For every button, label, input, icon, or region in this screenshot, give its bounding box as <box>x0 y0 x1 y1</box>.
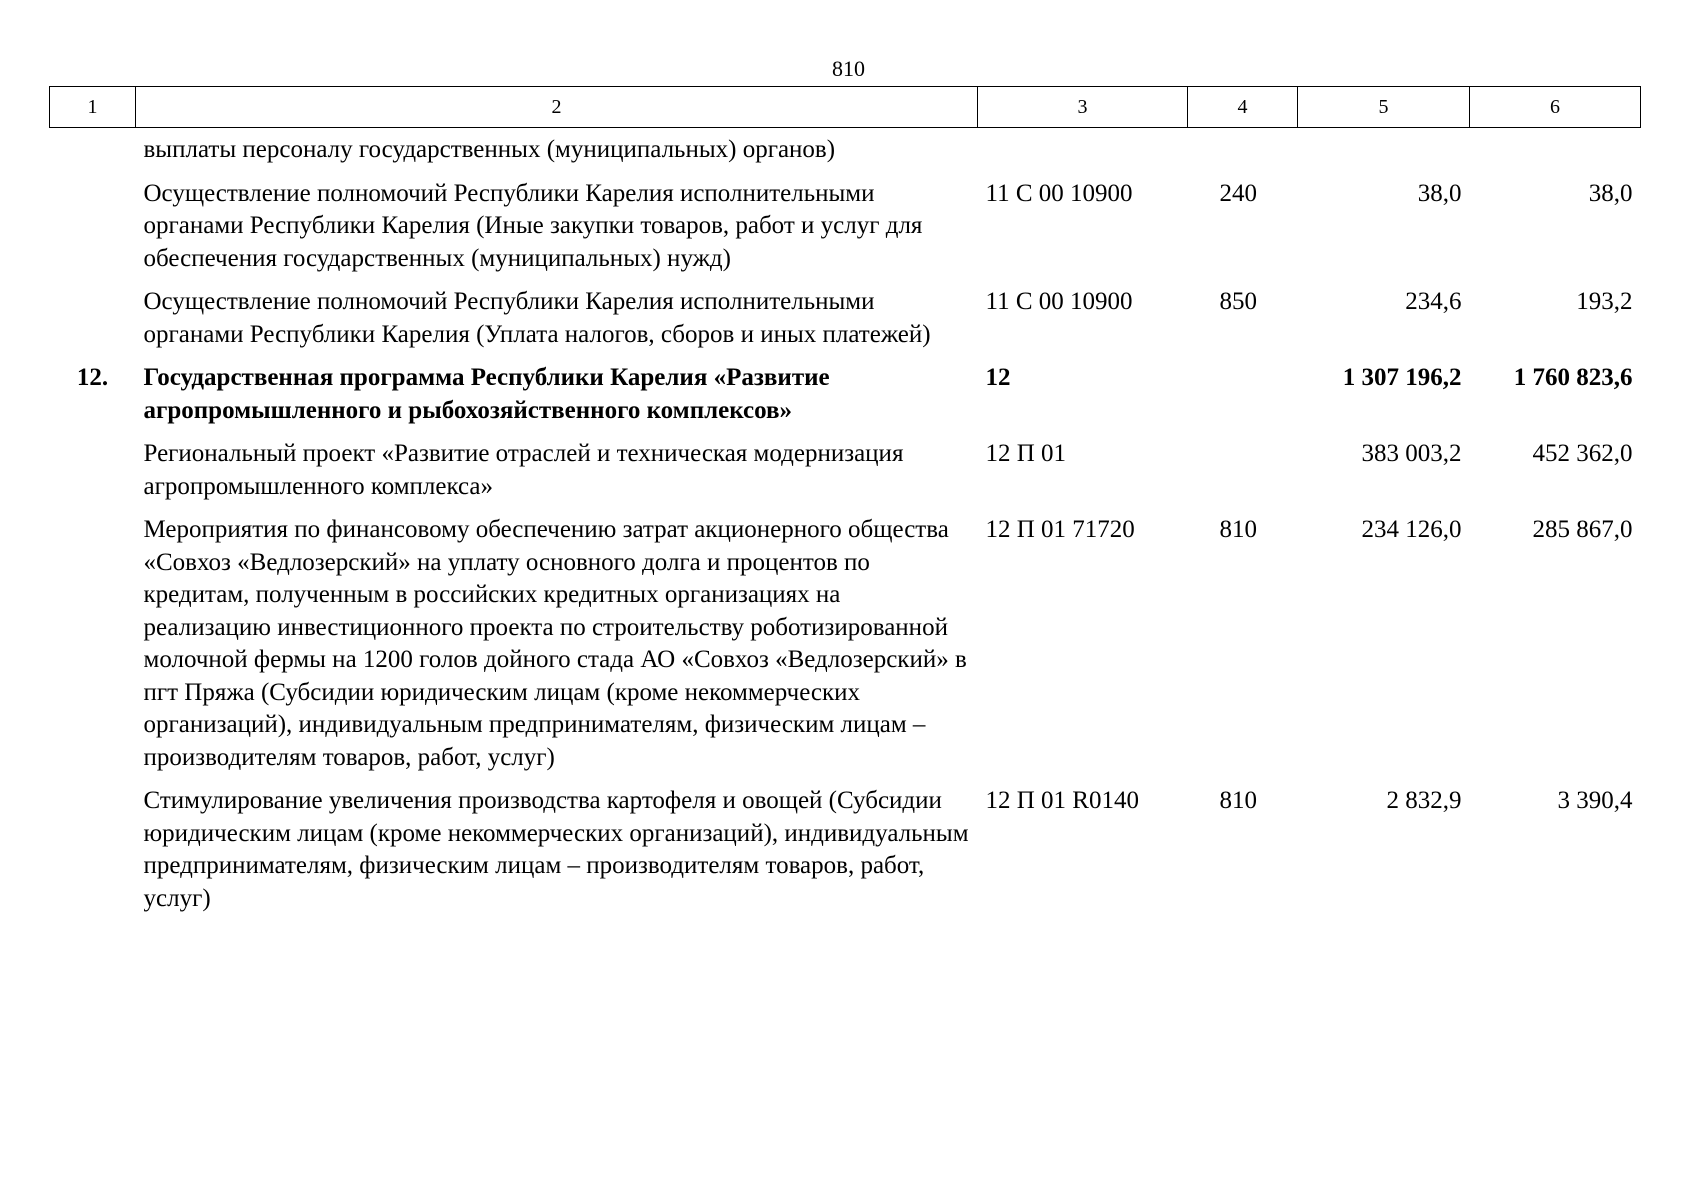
table-row <box>50 503 1641 774</box>
table-body <box>50 128 1641 916</box>
row-amount-2: 285 867,0 <box>1532 516 1633 543</box>
row-amount-2 <box>1470 128 1641 167</box>
table-row <box>50 427 1641 503</box>
row-name: выплаты персоналу государственных (муниципальных) органов) <box>143 136 836 163</box>
table-row <box>50 774 1641 915</box>
column-header-number: 1 <box>50 87 136 128</box>
row-kind: 240 <box>1219 179 1257 207</box>
row-amount-2: 3 390,4 <box>1557 787 1633 814</box>
row-number <box>50 503 136 774</box>
column-header-amount-1: 5 <box>1298 87 1470 128</box>
row-name: Стимулирование увеличения производства картофеля и овощей (Субсидии юридическим лицам (кроме некоммерческих организаций), индивидуальным предпринимателям, физическим лицам – производителям товаров, работ, услуг) <box>143 787 969 912</box>
column-header-name: 2 <box>136 87 978 128</box>
row-name: Осуществление полномочий Республики Карелия исполнительными органами Республики Карелия (Уплата налогов, сборов и иных платежей) <box>143 288 931 348</box>
row-amount-1 <box>1298 128 1470 167</box>
table-row-program <box>50 351 1641 427</box>
column-header-code: 3 <box>978 87 1188 128</box>
row-number <box>50 167 136 276</box>
table-header <box>50 87 1641 128</box>
row-number <box>50 774 136 915</box>
row-number: 12. <box>76 364 109 391</box>
row-kind: 810 <box>1219 516 1257 543</box>
table-row <box>50 128 1641 167</box>
row-amount-1: 2 832,9 <box>1386 787 1462 814</box>
page-number: 810 <box>832 56 865 81</box>
row-number <box>50 427 136 503</box>
row-name: Мероприятия по финансовому обеспечению затрат акционерного общества «Совхоз «Ведлозерский» на уплату основного долга и процентов по кредитам, полученным в российских кредитных организациях на реализацию инвестиционного проекта по строительству роботизированной молочной фермы на 1200 голов дойного стада АО «Совхоз «Ведлозерский» в пгт Пряжа (Субсидии юридическим лицам (кроме некоммерческих организаций), индивидуальным предпринимателям, физическим лицам – производителям товаров, работ, услуг) <box>143 516 967 771</box>
budget-table <box>49 86 1641 915</box>
row-code: 11 С 00 10900 <box>985 179 1133 207</box>
row-amount-2: 1 760 823,6 <box>1513 364 1633 391</box>
table-row <box>50 167 1641 276</box>
row-code: 11 С 00 10900 <box>985 288 1133 315</box>
row-amount-2: 452 362,0 <box>1532 440 1633 467</box>
table-row <box>50 275 1641 351</box>
row-amount-1: 234,6 <box>1405 288 1462 315</box>
header-row <box>50 87 1641 128</box>
row-amount-1: 383 003,2 <box>1361 440 1462 467</box>
row-code: 12 <box>985 364 1011 391</box>
row-kind <box>1188 427 1298 503</box>
row-amount-2: 38,0 <box>1588 179 1633 207</box>
column-header-kind: 4 <box>1188 87 1298 128</box>
row-number <box>50 128 136 167</box>
row-code: 12 П 01 R0140 <box>985 787 1139 814</box>
row-code: 12 П 01 <box>985 440 1067 467</box>
row-kind: 810 <box>1219 787 1257 814</box>
row-kind <box>1188 351 1298 427</box>
row-code <box>978 128 1188 167</box>
row-amount-2: 193,2 <box>1576 288 1633 315</box>
row-amount-1: 234 126,0 <box>1361 516 1462 543</box>
row-amount-1: 38,0 <box>1417 179 1462 207</box>
row-kind: 850 <box>1219 288 1257 315</box>
row-number <box>50 275 136 351</box>
row-code: 12 П 01 71720 <box>985 516 1135 543</box>
row-kind <box>1188 128 1298 167</box>
row-name: Осуществление полномочий Республики Карелия исполнительными органами Республики Карелия (Иные закупки товаров, работ и услуг для обеспечения государственных (муниципальных) нужд) <box>143 179 923 272</box>
column-header-amount-2: 6 <box>1470 87 1641 128</box>
row-name: Государственная программа Республики Карелия «Развитие агропромышленного и рыбохозяйственного комплексов» <box>143 364 830 424</box>
row-amount-1: 1 307 196,2 <box>1342 364 1462 391</box>
row-name: Региональный проект «Развитие отраслей и техническая модернизация агропромышленного комплекса» <box>143 440 904 500</box>
